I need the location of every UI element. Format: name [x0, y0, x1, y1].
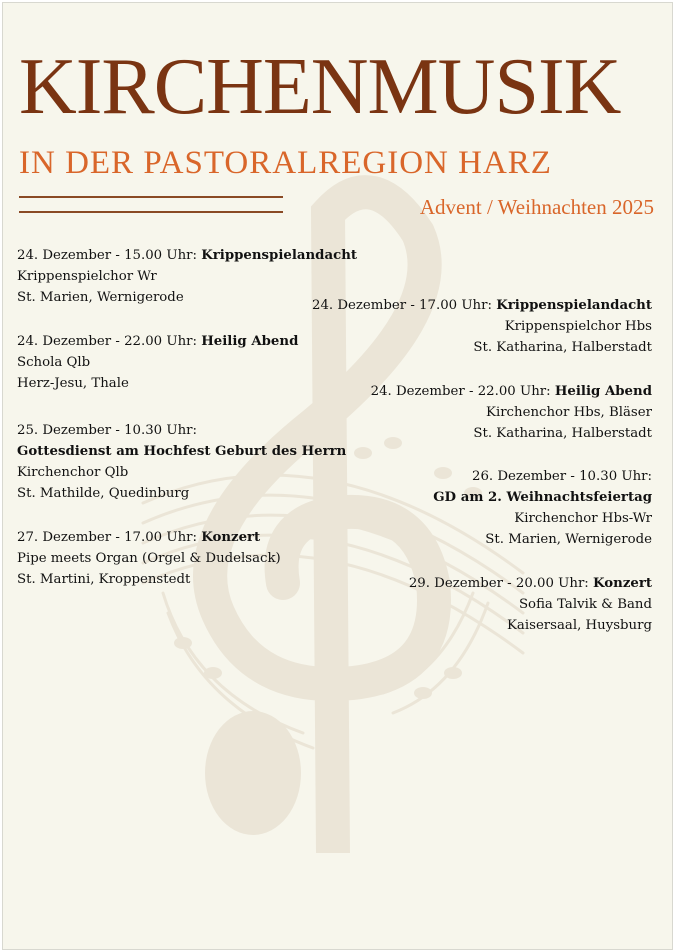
event-performer: Kirchenchor Hbs-Wr — [514, 511, 652, 526]
page-title: KIRCHENMUSIK — [19, 43, 621, 131]
event-venue: St. Marien, Wernigerode — [17, 290, 184, 305]
event-performer: Krippenspielchor Wr — [17, 269, 157, 284]
event-title: Konzert — [593, 576, 652, 591]
event-left-1 — [17, 245, 357, 308]
event-venue: St. Mathilde, Quedinburg — [17, 486, 190, 501]
divider-bottom — [19, 211, 283, 213]
event-date: 26. Dezember - 10.30 Uhr: — [472, 469, 652, 484]
event-venue: St. Katharina, Halberstadt — [473, 426, 652, 441]
event-title: Krippenspielandacht — [201, 248, 358, 263]
event-left-4 — [17, 527, 281, 590]
event-performer: Sofia Talvik & Band — [518, 597, 652, 612]
event-venue: St. Martini, Kroppenstedt — [17, 572, 191, 587]
event-right-3 — [433, 466, 652, 550]
event-right-1 — [312, 295, 652, 358]
event-title: Krippenspielandacht — [496, 298, 652, 313]
event-venue: Kaisersaal, Huysburg — [507, 618, 652, 633]
event-performer: Pipe meets Organ (Orgel & Dudelsack) — [17, 551, 281, 566]
event-date: 25. Dezember - 10.30 Uhr: — [17, 423, 197, 438]
event-date: 27. Dezember - 17.00 Uhr: — [17, 530, 197, 545]
page-subtitle: IN DER PASTORALREGION HARZ — [19, 145, 552, 181]
flyer-page — [2, 2, 673, 950]
event-date: 29. Dezember - 20.00 Uhr: — [408, 576, 589, 591]
event-date: 24. Dezember - 22.00 Uhr: — [17, 334, 197, 349]
event-date: 24. Dezember - 22.00 Uhr: — [370, 384, 551, 399]
event-date: 24. Dezember - 17.00 Uhr: — [311, 298, 492, 313]
event-title: Konzert — [201, 530, 261, 545]
event-left-2 — [17, 331, 298, 394]
event-left-3 — [17, 420, 346, 504]
event-right-4 — [409, 573, 652, 636]
event-performer: Kirchenchor Qlb — [17, 465, 129, 480]
divider-top — [19, 196, 283, 198]
season-label: Advent / Weihnachten 2025 — [419, 195, 654, 219]
event-title: GD am 2. Weihnachtsfeiertag — [433, 490, 652, 505]
event-venue: Herz-Jesu, Thale — [17, 376, 129, 391]
event-date: 24. Dezember - 15.00 Uhr: — [17, 248, 197, 263]
event-right-2 — [371, 381, 652, 444]
event-venue: St. Katharina, Halberstadt — [473, 340, 652, 355]
event-performer: Kirchenchor Hbs, Bläser — [486, 405, 652, 420]
event-title: Heilig Abend — [201, 334, 299, 349]
event-venue: St. Marien, Wernigerode — [485, 532, 652, 547]
event-performer: Krippenspielchor Hbs — [504, 319, 652, 334]
event-title: Gottesdienst am Hochfest Geburt des Herrn — [17, 444, 347, 459]
event-title: Heilig Abend — [554, 384, 652, 399]
event-performer: Schola Qlb — [17, 355, 91, 370]
